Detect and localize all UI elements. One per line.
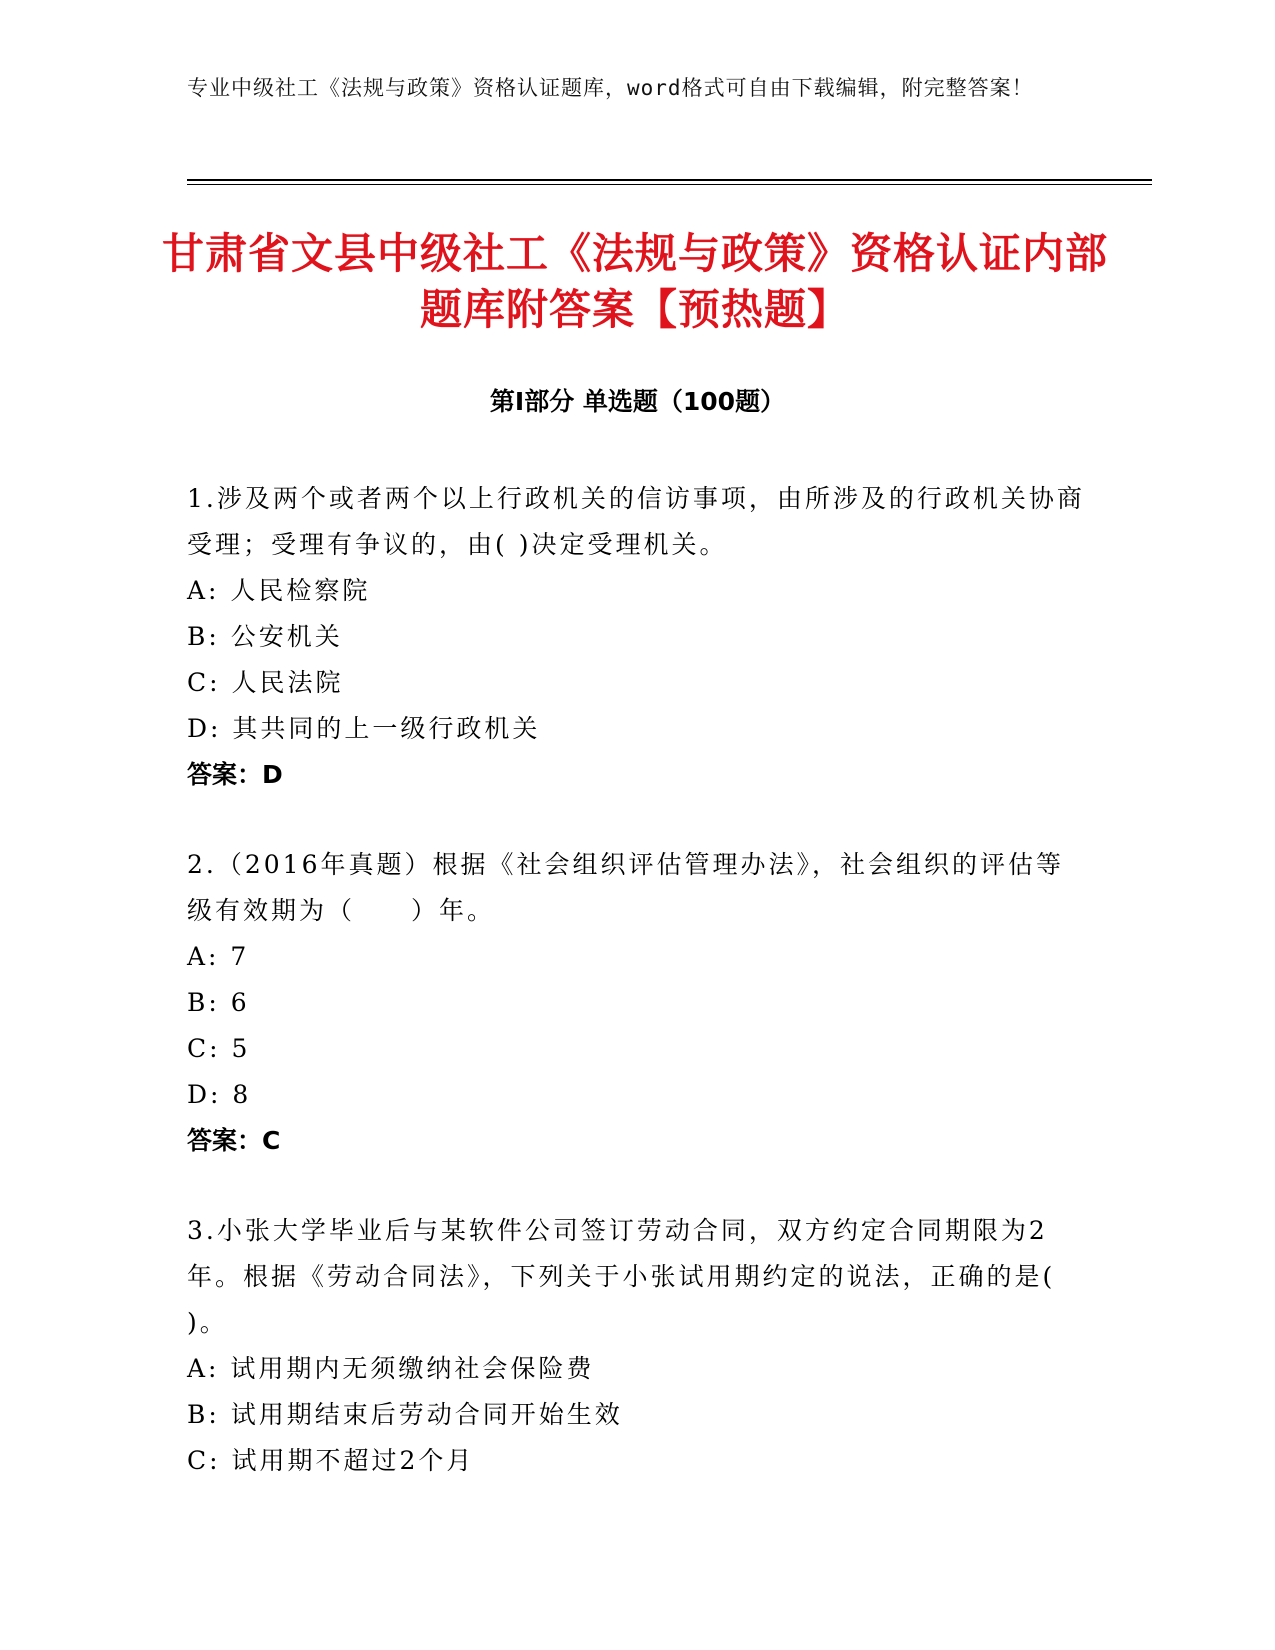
header-note: 专业中级社工《法规与政策》资格认证题库，word格式可自由下载编辑，附完整答案！ <box>187 76 1034 100</box>
question-stem: 1.涉及两个或者两个以上行政机关的信访事项，由所涉及的行政机关协商受理；受理有争议的，由( )决定受理机关。 <box>187 484 1085 559</box>
option-a: A: 试用期内无须缴纳社会保险费 <box>187 1354 595 1383</box>
question-stem: 3.小张大学毕业后与某软件公司签订劳动合同，双方约定合同期限为2年。根据《劳动合同法》，下列关于小张试用期约定的说法，正确的是( )。 <box>187 1216 1056 1337</box>
option-a: A: 7 <box>187 942 250 971</box>
option-b: B: 试用期结束后劳动合同开始生效 <box>187 1400 623 1429</box>
header-divider-thick <box>187 179 1152 181</box>
answer: 答案：C <box>187 1126 281 1155</box>
question-1 <box>187 476 1087 798</box>
option-b: B: 公安机关 <box>187 622 343 651</box>
question-3 <box>187 1208 1087 1484</box>
option-d: D: 8 <box>187 1080 252 1109</box>
option-d: D: 其共同的上一级行政机关 <box>187 714 541 743</box>
section-title: 第Ⅰ部分 单选题（100题） <box>489 387 786 416</box>
option-c: C: 5 <box>187 1034 251 1063</box>
option-a: A: 人民检察院 <box>187 576 371 605</box>
header-divider-thin <box>187 184 1152 185</box>
option-c: C: 人民法院 <box>187 668 344 697</box>
question-2 <box>187 842 1087 1164</box>
answer: 答案：D <box>187 760 283 789</box>
option-c: C: 试用期不超过2个月 <box>187 1446 475 1475</box>
question-stem: 2.（2016年真题）根据《社会组织评估管理办法》，社会组织的评估等级有效期为（ ）年。 <box>187 850 1064 925</box>
question-list <box>187 476 1087 1528</box>
document-title: 甘肃省文县中级社工《法规与政策》资格认证内部题库附答案【预热题】 <box>161 229 1108 334</box>
option-b: B: 6 <box>187 988 250 1017</box>
